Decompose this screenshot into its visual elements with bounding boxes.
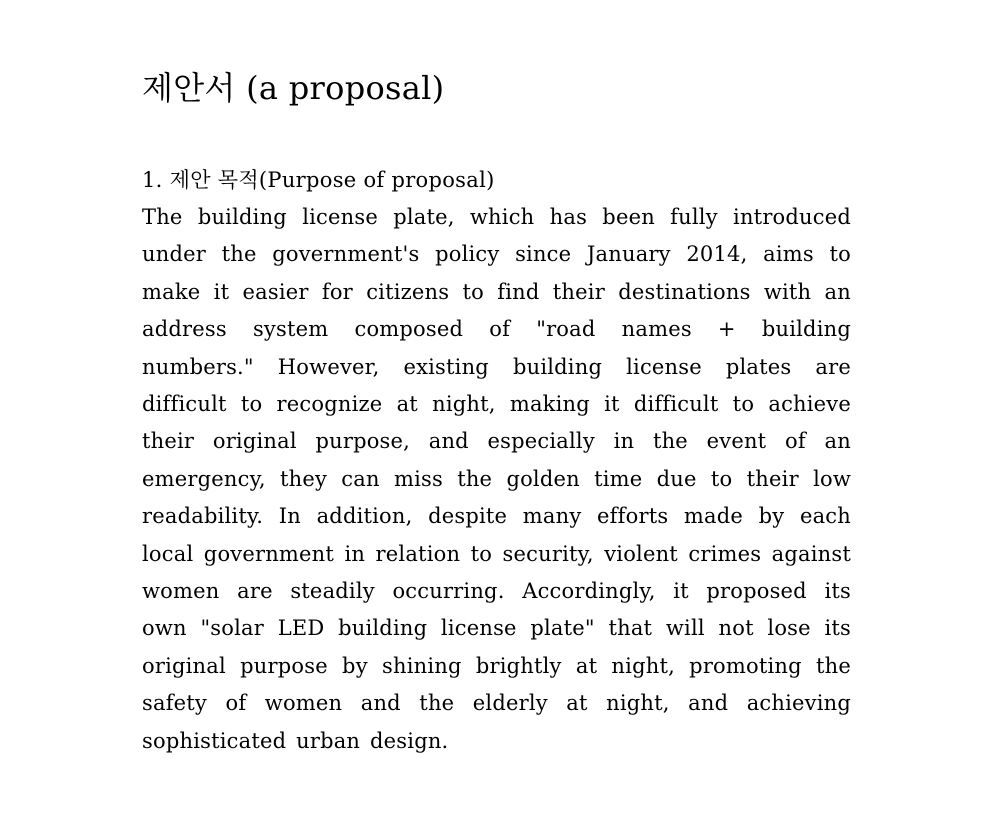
section-heading: 1. 제안 목적(Purpose of proposal) (142, 168, 495, 192)
purpose-section (142, 162, 851, 760)
document-title: 제안서 (a proposal) (142, 69, 445, 107)
section-body-text: The building license plate, which has been fully introduced under the government's policy since January 2014, aims to make it easier for citizens to find their destinations with an address system composed of "road names + building numbers." However, existing building license plates are difficult to recognize at night, making it difficult to achieve their original purpose, and especially in the event of an emergency, they can miss the golden time due to their low readability. In addition, despite many efforts made by each local government in relation to security, violent crimes against women are steadily occurring. Accordingly, it proposed its own "solar LED building license plate" that will not lose its original purpose by shining brightly at night, promoting the safety of women and the elderly at night, and achieving sophisticated urban design. (142, 205, 851, 753)
document-page (142, 66, 851, 760)
